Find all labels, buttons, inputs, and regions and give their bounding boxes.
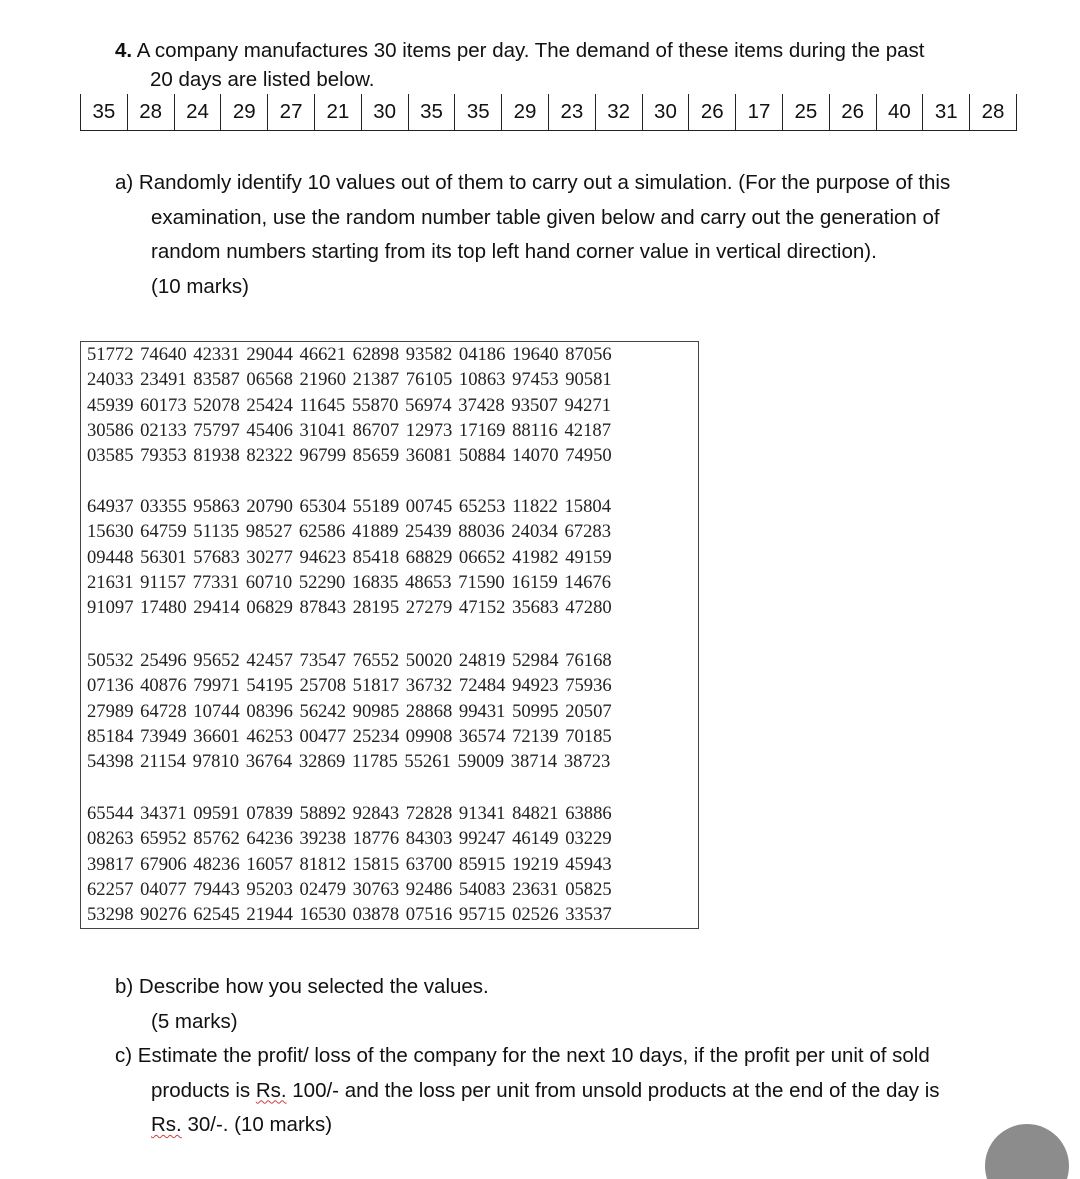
part-c-line3-after: 30/-. (10 marks) bbox=[181, 1113, 333, 1136]
random-block-3 bbox=[87, 648, 699, 774]
demand-cell: 25 bbox=[782, 94, 829, 131]
currency-rs-1: Rs. bbox=[255, 1078, 287, 1102]
random-block-1 bbox=[87, 342, 699, 468]
random-row: 50532 25496 95652 42457 73547 76552 50020 24819 52984 76168 bbox=[87, 650, 612, 671]
demand-cell: 27 bbox=[268, 94, 315, 131]
random-row: 24033 23491 83587 06568 21960 21387 76105 10863 97453 90581 bbox=[87, 369, 612, 391]
demand-table bbox=[80, 94, 1017, 131]
random-row: 39817 67906 48236 16057 81812 15815 63700 85915 19219 45943 bbox=[87, 853, 612, 875]
demand-cell: 30 bbox=[642, 94, 689, 131]
part-c-line2-before: products is bbox=[151, 1078, 256, 1102]
demand-cell: 29 bbox=[221, 94, 268, 131]
part-a bbox=[115, 166, 1015, 304]
demand-cell: 23 bbox=[548, 94, 595, 131]
part-c-line3 bbox=[115, 1108, 1015, 1143]
part-a-line1: a) Randomly identify 10 values out of them to carry out a simulation. (For the purpose of this bbox=[115, 171, 951, 194]
random-row: 07136 40876 79971 54195 25708 51817 36732 72484 94923 75936 bbox=[87, 675, 612, 697]
demand-cell: 30 bbox=[361, 94, 408, 131]
question-intro-line2: 20 days are listed below. bbox=[150, 68, 375, 91]
demand-cell: 28 bbox=[127, 94, 174, 131]
demand-cell: 35 bbox=[408, 94, 455, 131]
part-c-line2-after: 100/- and the loss per unit from unsold products at the end of the day is bbox=[286, 1078, 940, 1102]
random-row: 62257 04077 79443 95203 02479 30763 92486 54083 23631 05825 bbox=[87, 878, 612, 900]
random-row: 45939 60173 52078 25424 11645 55870 56974 37428 93507 94271 bbox=[87, 394, 611, 416]
random-row: 15630 64759 51135 98527 62586 41889 25439 88036 24034 67283 bbox=[87, 521, 611, 543]
demand-row bbox=[81, 94, 1017, 131]
part-c-line1: c) Estimate the profit/ loss of the company for the next 10 days, if the profit per unit of sold bbox=[115, 1044, 930, 1067]
demand-cell: 35 bbox=[92, 100, 116, 123]
question-number: 4. bbox=[115, 39, 133, 62]
random-row: 51772 74640 42331 29044 46621 62898 93582 04186 19640 87056 bbox=[87, 344, 612, 365]
demand-cell: 28 bbox=[970, 94, 1017, 131]
question-intro-line1: A company manufactures 30 items per day. The demand of these items during the past bbox=[136, 39, 925, 62]
currency-rs-2: Rs. bbox=[151, 1113, 182, 1136]
random-row: 08263 65952 85762 64236 39238 18776 84303 99247 46149 03229 bbox=[87, 828, 612, 850]
demand-cell: 26 bbox=[689, 94, 736, 131]
random-row: 85184 73949 36601 46253 00477 25234 09908 36574 72139 70185 bbox=[87, 725, 612, 747]
demand-cell: 35 bbox=[455, 94, 502, 131]
part-c bbox=[115, 1039, 1015, 1143]
demand-cell: 26 bbox=[829, 94, 876, 131]
random-block-2 bbox=[87, 494, 699, 620]
part-b bbox=[115, 970, 1015, 1039]
random-row: 64937 03355 95863 20790 65304 55189 00745 65253 11822 15804 bbox=[87, 496, 611, 517]
part-a-line3: random numbers starting from its top left hand corner value in vertical direction). bbox=[151, 240, 877, 263]
random-row: 03585 79353 81938 82322 96799 85659 36081 50884 14070 74950 bbox=[87, 445, 612, 467]
demand-cell: 32 bbox=[595, 94, 642, 131]
random-row: 21631 91157 77331 60710 52290 16835 48653 71590 16159 14676 bbox=[87, 571, 611, 593]
demand-cell: 21 bbox=[314, 94, 361, 131]
random-number-table bbox=[80, 341, 699, 929]
random-row: 09448 56301 57683 30277 94623 85418 68829 06652 41982 49159 bbox=[87, 546, 612, 568]
part-a-line2: examination, use the random number table given below and carry out the generation of bbox=[151, 205, 940, 229]
demand-cell: 31 bbox=[923, 94, 970, 131]
demand-cell: 17 bbox=[736, 94, 783, 131]
part-b-marks: (5 marks) bbox=[151, 1009, 238, 1033]
demand-cell: 29 bbox=[502, 94, 549, 131]
random-row: 53298 90276 62545 21944 16530 03878 07516 95715 02526 33537 bbox=[87, 904, 612, 926]
demand-cell: 40 bbox=[876, 94, 923, 131]
question-intro bbox=[115, 36, 1015, 94]
demand-cell: 24 bbox=[174, 94, 221, 131]
random-row: 65544 34371 09591 07839 58892 92843 72828 91341 84821 63886 bbox=[87, 803, 612, 824]
part-b-line1: b) Describe how you selected the values. bbox=[115, 975, 489, 998]
random-row: 54398 21154 97810 36764 32869 11785 55261 59009 38714 38723 bbox=[87, 751, 611, 773]
random-row: 27989 64728 10744 08396 56242 90985 28868 99431 50995 20507 bbox=[87, 700, 612, 722]
part-a-marks: (10 marks) bbox=[151, 274, 249, 298]
random-block-4 bbox=[87, 801, 699, 927]
random-row: 91097 17480 29414 06829 87843 28195 27279 47152 35683 47280 bbox=[87, 597, 612, 619]
random-row: 30586 02133 75797 45406 31041 86707 12973 17169 88116 42187 bbox=[87, 419, 611, 441]
part-c-line2 bbox=[115, 1074, 1015, 1109]
